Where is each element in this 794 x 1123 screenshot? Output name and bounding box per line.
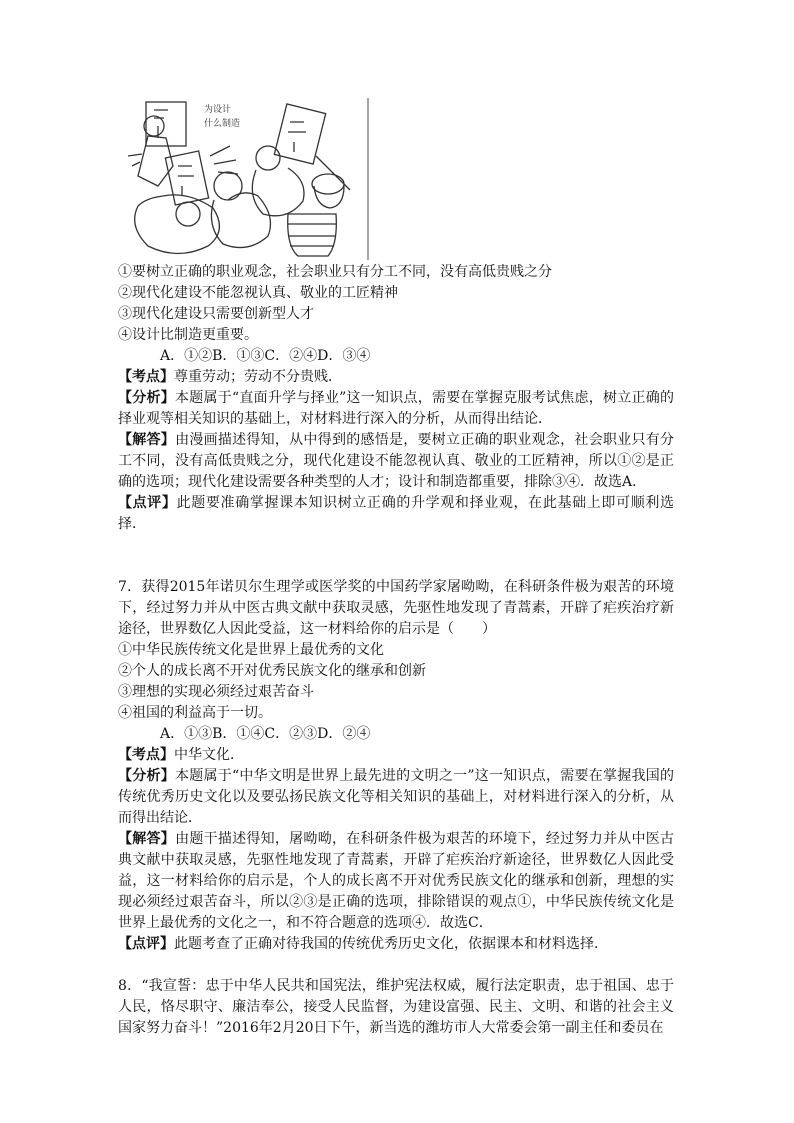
q7-fenxi-text: 本题属于“中华文明是世界上最先进的文明之一”这一知识点，需要在掌握我国的传统优秀历史文化以及要弘扬民族文化等相关知识的基础上，对材料进行深入的分析，从而得出结论． (118, 768, 675, 826)
spacer (118, 556, 674, 577)
q7-kaodian-text: 中华文化． (174, 747, 244, 763)
q7-jieda-text: 由题干描述得知，屠呦呦，在科研条件极为艰苦的环境下，经过努力并从中医古典文献中获取灵感，先驱性地发现了青蒿素，开辟了疟疾治疗新途径，世界数亿人因此受益，这一材料给你的启示是，个人的成长离不开对优秀民族文化的继承和创新，理想的实现必须经过艰苦奋斗，所以②③是正确的选项，排除错误的观点①，中华民族传统文化是世界上最优秀的文化之一，和不符合题意的选项④．故选C． (118, 831, 675, 931)
q7-dianping (118, 934, 674, 955)
q6-dianping-label: 【点评】 (118, 495, 177, 511)
q7-dianping-text: 此题考查了正确对待我国的传统优秀历史文化，依据课本和材料选择． (174, 936, 608, 952)
q8-stem: 8．“我宣誓：忠于中华人民共和国宪法，维护宪法权威，履行法定职责，忠于祖国、忠于人民，恪尽职守、廉洁奉公，接受人民监督，为建设富强、民主、文明、和谐的社会主义国家努力奋斗！”2016年2月20日下午，新当选的潍坊市人大常委会第一副主任和委员在 (118, 978, 674, 1036)
spacer (118, 955, 674, 976)
document-body (118, 262, 674, 1039)
q6-jieda (118, 430, 674, 493)
q6-fenxi (118, 388, 674, 430)
q7-fenxi-label: 【分析】 (118, 768, 175, 784)
q6-jieda-label: 【解答】 (118, 432, 176, 448)
q6-kaodian-label: 【考点】 (118, 369, 174, 385)
q7-kaodian (118, 745, 674, 766)
q6-dianping (118, 493, 674, 535)
q7-statement-4: ④祖国的利益高于一切。 (118, 705, 272, 721)
q7-options: A．①③B．①④C．②③D．②④ (160, 726, 371, 742)
spacer (118, 535, 674, 556)
q6-statement-2: ②现代化建设不能忽视认真、敬业的工匠精神 (118, 285, 398, 301)
cartoon-illustration (118, 96, 370, 262)
q6-dianping-text: 此题要准确掌握课本知识树立正确的升学观和择业观，在此基础上即可顺利选择． (118, 495, 675, 532)
cartoon-sign-text-1: 为设计 (204, 105, 232, 115)
q7-fenxi (118, 766, 674, 829)
q7-jieda (118, 829, 674, 934)
q7-kaodian-label: 【考点】 (118, 747, 174, 763)
q7-statement-2: ②个人的成长离不开对优秀民族文化的继承和创新 (118, 663, 426, 679)
q6-statement-1: ①要树立正确的职业观念，社会职业只有分工不同，没有高低贵贱之分 (118, 264, 552, 280)
q7-stem: 7．获得2015年诺贝尔生理学或医学奖的中国药学家屠呦呦，在科研条件极为艰苦的环境下，经过努力并从中医古典文献中获取灵感，先驱性地发现了青蒿素，开辟了疟疾治疗新途径，世界数亿人因此受益，这一材料给你的启示是（ ） (118, 579, 674, 637)
q6-statement-3: ③现代化建设只需要创新型人才 (118, 306, 314, 322)
cartoon-sign-text-2: 什么制造 (204, 119, 241, 129)
q7-jieda-label: 【解答】 (118, 831, 176, 847)
q6-fenxi-text: 本题属于“直面升学与择业”这一知识点，需要在掌握克服考试焦虑，树立正确的择业观等相关知识的基础上，对材料进行深入的分析，从而得出结论． (118, 390, 675, 427)
q6-jieda-text: 由漫画描述得知，从中得到的感悟是，要树立正确的职业观念，社会职业只有分工不同，没有高低贵贱之分，现代化建设不能忽视认真、敬业的工匠精神，所以①②是正确的选项；现代化建设需要各种类型的人才；设计和制造都重要，排除③④．故选A． (118, 432, 675, 490)
q6-kaodian (118, 367, 674, 388)
q6-kaodian-text: 尊重劳动；劳动不分贵贱． (174, 369, 342, 385)
q6-options: A．①②B．①③C．②④D．③④ (160, 348, 371, 364)
q6-fenxi-label: 【分析】 (118, 390, 175, 406)
q7-statement-1: ①中华民族传统文化是世界上最优秀的文化 (118, 642, 384, 658)
q6-statement-4: ④设计比制造更重要。 (118, 327, 258, 343)
q7-statement-3: ③理想的实现必须经过艰苦奋斗 (118, 684, 314, 700)
q7-dianping-label: 【点评】 (118, 936, 174, 952)
